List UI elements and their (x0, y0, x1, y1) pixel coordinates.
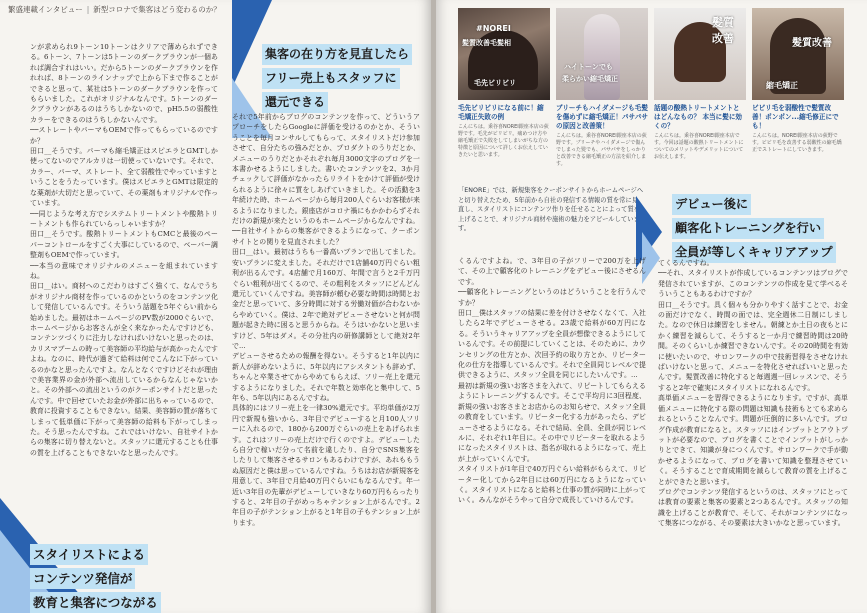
photo-caption-3 (654, 104, 746, 184)
headline-line: 教育と集客につながる (30, 592, 161, 613)
salon-photo-4 (752, 8, 844, 100)
caption-body: こんにちは。NOREI銀座本店の荻野です。ビビリ毛を改善する弱酸性の縮毛矯正でストレートにしていきます。 (752, 133, 842, 153)
paragraph: それで5年前からブログのコンテンツを作って、どういうアプローチをしたらGoogleに評価を受けるのかとか、そういうことを毎月コンサルしてもらって、スタイリストだけ参加させて、自分たちの強みだとか、プロダクトのうりだとか、メニューのうりだとかそれぞれ毎月3000文字のブログを一本書かせるようにしました。書いたコンテンツを2、3か月チェックして評価がなかったらリライトをかけて評価が受けられるように徐々に質をしあげていきました。その活動を3年続けた時、ホームページから毎月200人ぐらいお客様が来るようになりました。銀座店がコロナ禍にもかかわらずそれだけの新規が来たというのもホームページからなんですね。 (232, 113, 420, 226)
left-page (0, 0, 431, 613)
photo-overlay-text: 改善 (712, 32, 734, 45)
paragraph: 具体的にはフリー売上を一律30%還元です。平均単価が2万円で新規も強いから、3年目でデビューすると月100人フリーに入れるので、180から200万ぐらいの売上をあげられます。これはフリーの売上だけで行くのですよ。デビューしたら自分で稼いだ分って名前を違したり、自分でSNS集客をしたりして集客させるサロンもあるわけですが、あれももうぬ原因だと僕は思っているんですね。うちはお店が新規客を用意して、3年目で月給40万円ぐらいにもなるんです。年一近い3年目の先輩がデビューしていきなり60万円もらったりすると、2年目の子がめっちゃテンション上がるんです。2年目の子がテンション上がると1年目の子もテンション上がります。 (232, 404, 420, 527)
right-page (436, 0, 867, 613)
headline-line: 全員が等しくキャリアアップ (672, 242, 836, 263)
paragraph: ──自社サイトからの集客ができるようになって、クーポンサイトとの関りを見直されました？ (232, 227, 420, 246)
salon-photo-2 (556, 8, 648, 100)
salon-photo-3 (654, 8, 746, 100)
paragraph: 田口__そうです。具く個々も分かりやすく話すことで、お金の面だけでなく、時間の面では、完全週休二日制にしました。なので休日は練習をしません。朝練とか土日の夜もとにかく練習を減らして、そうすると一か月で練習時間は20時間。そのくらいしか練習できないんです。その20時間を有効に使いたいので、サロンワークの中で技術習得をさせなければいけないと思って、メニューを特化させればいいと思ったんです。髪質改善に特化すると毎週週一回レッスンで、そうすると2年で確実にスタイリストになれるんです。 (658, 300, 848, 392)
caption-body: こんにちは。乗谷喜NOREI銀座本店です。今回は話題の酸熱トリートメントについてのメリットやデメリットについてお伝えします。 (654, 133, 744, 160)
series-title: 新型コロナで集客はどう変わるのか？ (93, 5, 221, 14)
photo-overlay-text: 髪質改善 (792, 38, 832, 49)
paragraph: ──同じような考え方でシステムトリートメントや酸熱トリートメントも作られていらっしゃいますか？ (30, 209, 218, 228)
left-column-1 (30, 42, 218, 474)
running-head: 繁盛連載インタビュー | 新型コロナで集客はどう変わるのか？ (8, 5, 221, 14)
headline-bottom (30, 544, 230, 613)
photo-caption-4 (752, 104, 844, 184)
right-column-1 (458, 256, 646, 608)
paragraph: ンが求められ9トーン10トーンはクリアで薄められずできる。6トーン、7トーンは5トーンのダークブラウンが一個あれば調合すれはいい。だから5トーンのダークブラウンを作れれば、8トーンのラインナップで上から下まで作ることができると思って、某社は5トーンのダークブラウンを作ってもらいました。これがオリジナルなんです。5トーンのダークブラウンがあるのはうちしかないので、pH5.5の弱酸性カラーをできるのはうちしかないんです。 (30, 43, 218, 124)
photo-overlay-text: 縮毛矯正 (766, 81, 798, 90)
photo-overlay-text: #NOREI (476, 24, 511, 33)
caption-title: 毛先ビリビリになる前に！縮毛矯正失敗の例 (458, 104, 544, 121)
headline-line: デビュー後に (672, 194, 751, 215)
callout-text: 「ENORE」では、新規集客をクーポンサイトからホームページへと切り替えたため、5年前から自社の発信する情報の質を常に見直し、スタイリストにコンテンツ作りを任せることによって質を上げることで、オリジナル商材や施術の魅力をアピールしています。 (458, 187, 644, 232)
paragraph: スタイリストが1年目で40万円ぐらい給料がもらえて、リピーター化してから2年目には60万円になるようになっていく。スタイリストになると給料と仕事の質が同時に上がっていく。みんながそうやって自分で成長していけるんです。 (458, 465, 646, 505)
paragraph: ブログでコンテンツ発信するというのは、スタッフにとっては教育の要素と集客の要素と2つあるんです。スタッフの知識を上げることが教育で、そして、それがコンテンツになって集客につながる、その要素は大きいかなと思っています。 (658, 487, 848, 528)
paragraph: ──本当の意味でオリジナルのメニューを組まれていますね。 (30, 261, 218, 280)
right-column-2 (658, 258, 848, 608)
salon-photo-1 (458, 8, 550, 100)
caption-body: こんにちは。乗谷喜NOREI銀座本店の荻野です。毛先がビリビリ。痛めつけ方や縮毛矯正で失敗をしてしまいがちな方の特徴と原因について詳しくお伝えしていきたいと思います。 (458, 124, 549, 158)
caption-body: こんにちは。乗谷喜NOREI銀座本店の荻野です。ブリーチやハイダメージで傷んでしまった髪でも、パサパサをしっかりと改善できる縮毛矯正の方法を紹介します。 (556, 133, 647, 167)
series-label: 繁盛連載インタビュー (8, 5, 83, 14)
headline-line: 集客の在り方を見直したら (262, 44, 412, 65)
paragraph: デビューさせるための報酬を得ない。そうすると1年以内に新人が辞めないように、5年以内にアシスタントも辞めず、ちゃんと卒業させてからやめてもらえば、フリー売上を還元するようになりました。それで年数と効率化と集中して、5年も、5年以内にあるんですね。 (232, 352, 420, 402)
photo-overlay-text: ハイトーンでも (564, 63, 613, 71)
photo-overlay-text: 毛先ビリビリ (474, 79, 516, 87)
paragraph: 高単価メニューを習得できるようになります。ですが、高単価メニューに特化する際の問題は知識も技術もとても求められるということなんです。問題が圧倒的に多いんです。ブログ作成が教育になると。スタッフにはインプットとアウトプットが必要なので、ブログを書くことでインプットがしっかりとできて、知識が身につくんです。サロンワークで手が動かせるようになって、ブログを書いて知識を整理させていく。そうすることで育成期間を減らして教育の質を上げることができたと思います。 (658, 394, 848, 486)
photo-overlay-text: 髪質改善毛髪相 (462, 39, 511, 47)
headline-top (262, 44, 430, 116)
left-column-2 (232, 112, 420, 610)
headline-line: フリー売上もスタッフに (262, 68, 400, 89)
caption-title: ビビリ毛を弱酸性で髪質改善！ポンポン...縮毛修正にでも！ (752, 104, 839, 130)
paragraph: 田口__そうです。パーマも縮毛矯正はスピエラとGMTしか使ってないのでアルカリは一切使っていないです。それで、カラー、パーマ、ストレート、全て弱酸性でやっていますということをうたっています。僕はスピエラとGMTは限定的な薬剤が大切だと思っていて、その薬剤もオリジナルで作っています。 (30, 147, 218, 208)
headline-line: コンテンツ発信が (30, 568, 135, 589)
paragraph: ──顧客化トレーニングというのはどういうことを行うんですか？ (458, 288, 646, 307)
paragraph: 田口__僕はスタッフの結果に差を付けさせなくなくて、入社したら2年でデビューさせる。23歳で給料が60万円になる。そういうキャリアアップを全員が想像できるようにしているんです。その前提にしていくことは、そのために、カウンセリングの仕方とか、次回予約の取り方とか、リピーター化の仕方を指導しているんです。それで全員同じレベルで提供できるように、スタッフ全員を同じにしたいんです。... (458, 309, 646, 380)
photo-caption-2 (556, 104, 648, 184)
headline-line: スタイリストによる (30, 544, 148, 565)
paragraph: 田口__はい。商材へのこだわりはすごく強くて、なんでうちがオリジナル商材を作っているのかというのをコンテンツ化して発信しているんです。そういう話題を5年ぐらい前から始めました。最初はホームページのPV数が2000ぐらいで、ホームページからお客さんが全く来なかったんですけども、コンテンツづくりに注力しなければいけないと思ったのは、カリスマブームの時って美容師の平均給与が高かったんですよね。なのに、時代が過ぎて給料は何でこんなに下がっているのかなと思ったんですよ。なんとなくですけどそれが理由で美容業界の金が外部へ流出しているからなんじゃないかと。その外部への流出というのがクーポンサイトだと思ったんです。中で回せていたお金が外部に出ちゃっているので、教育に投資することもできない。結果、美容師の質が落ちてしまって低単価に下がって美容師の給料も下がってしまった。そう思ったんですね。これではいけない、自社サイトからの集客に切り替えないと。スタッフに還元することも仕事の質を上げることもできないなと思ったんです。 (30, 282, 218, 457)
photo-overlay-text: 柔らかい縮毛矯正 (562, 75, 618, 83)
paragraph: てくるんですね。 (658, 259, 714, 267)
paragraph: くるんですよね。で、3年目の子がフリーで200万を上げて、その上で顧客化のトレーニングをデビュー後にさせるんです。 (458, 257, 646, 286)
paragraph: 最初は新規の強いお客さまを入れて、リピートしてもらえるようにトレーニングするんです。そこで平均月に3回程度、新規の強いお客さまとお店からのお知らせで、スタッフ全員の教育をしています。リピーター化する力があったら、デビューさせるようになる。それで結局、全員、全員が同じレベルに、それぞれ1年目に。その中でリピーターを取れるようになったスタイリストは、指名が取れるようになって、売上が上がっていくんです。 (458, 381, 646, 463)
photo-caption-1 (458, 104, 550, 184)
headline-line: 顧客化トレーニングを行い (672, 218, 824, 239)
photo-overlay-text: 髪質 (712, 16, 734, 29)
headline-right (672, 194, 862, 266)
paragraph: 田口__そうです。酸熱トリートメントもCMCと最後のペーパーコントロールをすごく大事にしているので、ベーパー調整剤もOEMで作っています。 (30, 230, 218, 260)
paragraph: ──それ、スタイリストが作成しているコンテンツはブログで発信されていますが、このコンテンツの作成を見て学べるそういうこともあるわけですか？ (658, 269, 848, 299)
caption-title: ブリーチもハイダメージも毛髪を傷めずに縮毛矯正！パサパサの原因と改善策！ (556, 104, 648, 130)
intro-callout (458, 186, 644, 234)
paragraph: 田口__はい。最初はうちも一番高いプランで出してました。安いプランに変えました。それだけで1店舗40万円ぐらい粗利が出るんです。4店舗で月160万、年間で言うと2千万円ぐらい粗利が出てくるので、その粗利をスタッフにどんどん還元していくんですね。美容師が頼む必要な時間は時間とお金だと思っていて、多分時間に対する労働対価が合わないからやめていく。僕は、2年で絶対デビューさせないと何が問題が起きた時に困ると思うからね。そうはいかないと思いますけど、5年はダメ。その分社内の研修講師として絶対2年で... (232, 248, 420, 350)
caption-title: 話題の酸熱トリートメントとはどんなもの？ 本当に髪に効くの？ (654, 104, 743, 130)
paragraph: ──ストレートやパーマもOEMで作ってもらっているのですか？ (30, 126, 218, 145)
headline-line: 還元できる (262, 92, 328, 113)
